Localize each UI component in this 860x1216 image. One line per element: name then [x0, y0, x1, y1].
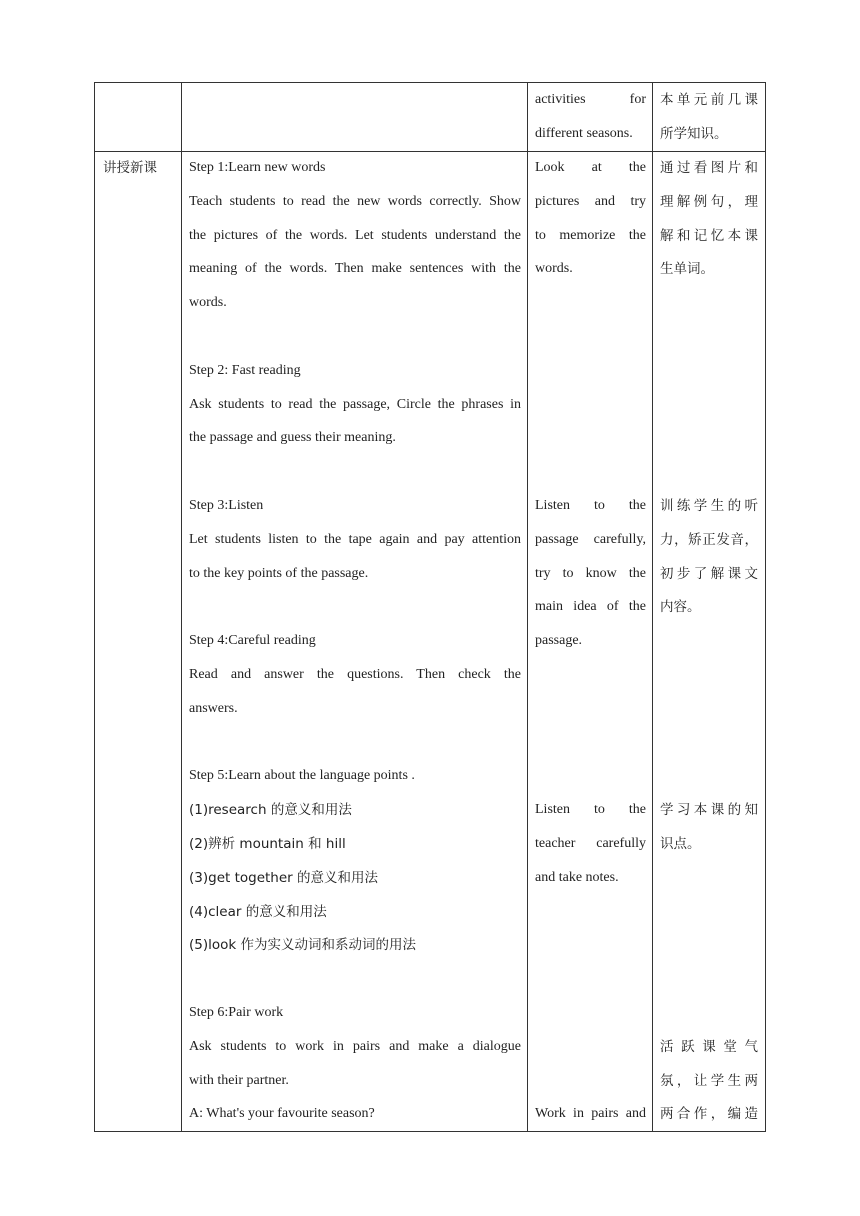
teacher-activity-line: (2)辨析 mountain 和 hill [189, 836, 346, 852]
teacher-activity-line: Ask students to work in pairs and make a dialogue [189, 1038, 521, 1054]
student-activity-line: main idea of the [535, 599, 646, 615]
column-divider-3 [652, 82, 653, 1132]
teacher-activity-line: words. [189, 295, 227, 311]
row1-student-line: different seasons. [535, 126, 633, 141]
teacher-activity-line: answers. [189, 700, 238, 716]
teacher-activity-line: Step 1:Learn new words [189, 160, 326, 175]
row-divider [94, 151, 766, 152]
teacher-activity-line: the passage and guess their meaning. [189, 430, 396, 446]
teacher-activity-line: the pictures of the words. Let students understand the [189, 227, 521, 243]
teacher-activity-line: (4)clear 的意义和用法 [189, 903, 327, 920]
student-activity-line: Listen to the [535, 498, 646, 513]
student-activity-line: passage carefully, [535, 531, 646, 547]
teacher-activity-line: Ask students to read the passage, Circle the phrases in [189, 396, 521, 412]
design-purpose-line: 初步了解课文 [660, 565, 758, 582]
student-activity-line: words. [535, 261, 573, 277]
teacher-activity-line: Step 2: Fast reading [189, 362, 301, 378]
teacher-activity-line: Step 5:Learn about the language points . [189, 768, 415, 784]
student-activity-line: Work in pairs and [535, 1106, 646, 1122]
row1-purpose-line: 本单元前几课 [660, 92, 758, 108]
teacher-activity-line: Step 6:Pair work [189, 1005, 284, 1020]
teacher-activity-line: Let students listen to the tape again and pay attention [189, 531, 521, 547]
design-purpose-line: 通过看图片和 [660, 160, 758, 176]
design-purpose-line: 识点。 [660, 836, 701, 852]
student-activity-line: Listen to the [535, 802, 646, 818]
student-activity-line: and take notes. [535, 869, 619, 885]
student-activity-line: passage. [535, 633, 583, 649]
design-purpose-line: 氛，让学生两 [660, 1072, 758, 1089]
design-purpose-line: 内容。 [660, 599, 701, 616]
student-activity-line: try to know the [535, 565, 646, 581]
teacher-activity-line: with their partner. [189, 1072, 289, 1088]
teacher-activity-line: Step 3:Listen [189, 498, 264, 513]
teacher-activity-line: (1)research 的意义和用法 [189, 802, 352, 819]
design-purpose-line: 两合作，编造 [660, 1106, 758, 1123]
teacher-activity-line: (5)look 作为实义动词和系动词的用法 [189, 937, 417, 954]
teacher-activity-line: meaning of the words. Then make sentences with the [189, 261, 521, 277]
teacher-activity-line: to the key points of the passage. [189, 565, 369, 581]
teacher-activity-line: (3)get together 的意义和用法 [189, 869, 379, 886]
teacher-activity-line: Step 4:Careful reading [189, 633, 316, 649]
design-purpose-line: 生单词。 [660, 261, 714, 278]
teacher-activity-line: Teach students to read the new words correctly. Show [189, 193, 521, 209]
design-purpose-line: 活跃课堂气 [660, 1038, 758, 1055]
row1-student-line: activities for [535, 92, 646, 107]
table-top-border [94, 82, 766, 83]
student-activity-line: pictures and try [535, 193, 646, 209]
design-purpose-line: 学习本课的知 [660, 802, 758, 819]
table-bottom-border [94, 1131, 766, 1132]
student-activity-line: to memorize the [535, 227, 646, 243]
table-left-border [94, 82, 95, 1132]
column-divider-1 [181, 82, 182, 1132]
student-activity-line: teacher carefully [535, 836, 646, 851]
teacher-activity-line: Read and answer the questions. Then check the [189, 667, 521, 682]
table-right-border [765, 82, 766, 1132]
teacher-activity-line: A: What's your favourite season? [189, 1106, 375, 1122]
design-purpose-line: 解和记忆本课 [660, 227, 758, 244]
stage-label: 讲授新课 [103, 160, 157, 176]
row1-purpose-line: 所学知识。 [660, 126, 728, 142]
design-purpose-line: 理解例句，理 [660, 193, 758, 210]
student-activity-line: Look at the [535, 160, 646, 175]
column-divider-2 [527, 82, 528, 1132]
design-purpose-line: 训练学生的听 [660, 498, 758, 514]
design-purpose-line: 力，矫正发音， [660, 531, 758, 548]
